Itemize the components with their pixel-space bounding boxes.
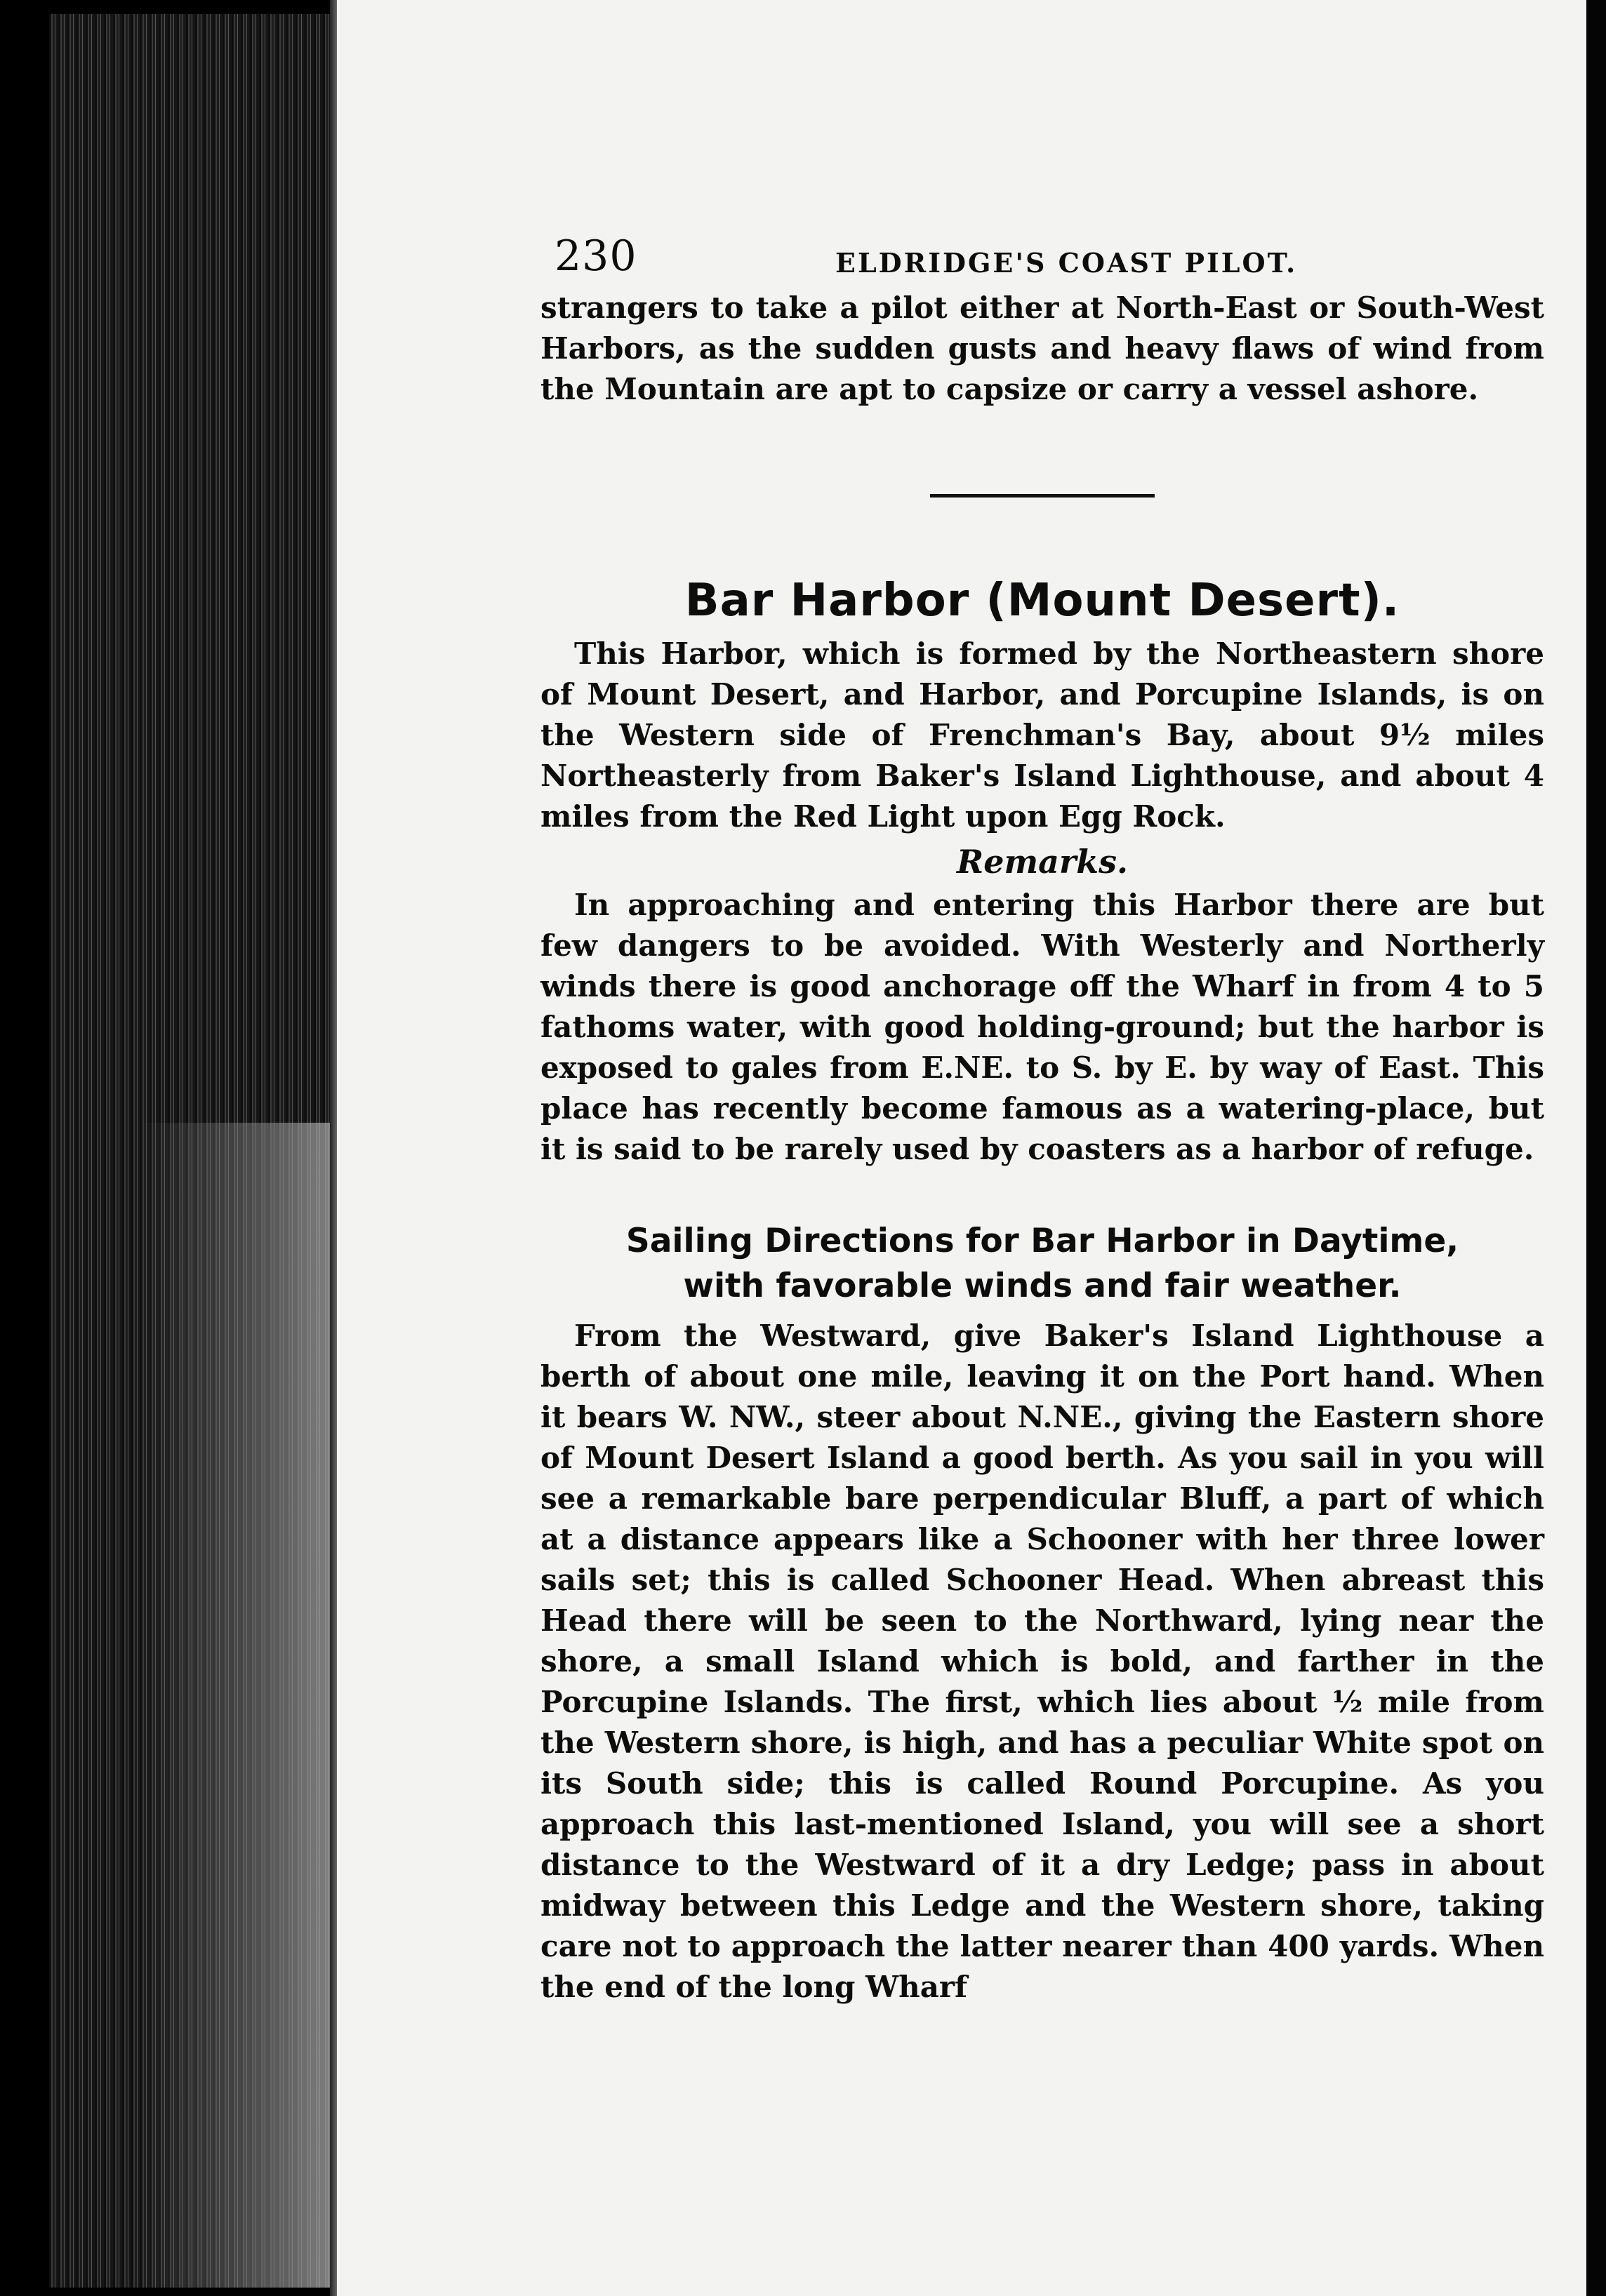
- section-title-sailing-directions: [540, 1219, 1544, 1309]
- page-content: [540, 232, 1544, 2008]
- remarks-paragraph: In approaching and entering this Harbor there are but few dangers to be avoided. With Westerly and Northerly winds there is good anchorage off the Wharf in from 4 to 5 fathoms water, with good holding-ground; but the harbor is exposed to gales from E.NE. to S. by E. by way of East. This place has recently become famous as a watering-place, but it is said to be rarely used by coasters as a harbor of refuge.: [540, 888, 1544, 1166]
- intro-paragraph: strangers to take a pilot either at North-East or South-West Harbors, as the sudden gusts and heavy flaws of wind from the Mountain are apt to capsize or carry a vessel ashore.: [540, 291, 1544, 406]
- page-number: 230: [555, 232, 637, 281]
- section-title-bar-harbor: Bar Harbor (Mount Desert).: [684, 575, 1400, 627]
- scan-border: [1586, 0, 1606, 2296]
- bar-harbor-description: This Harbor, which is formed by the Northeastern shore of Mount Desert, and Harbor, and Porcupine Islands, is on the Western side of Frenchman's Bay, about 9½ miles Northeasterly from Baker's Island Lighthouse, and about 4 miles from the Red Light upon Egg Rock.: [540, 636, 1544, 834]
- page-header: [540, 232, 1544, 288]
- sailing-title-line-1: Sailing Directions for Bar Harbor in Daytime,: [625, 1222, 1459, 1260]
- sailing-directions-paragraph: From the Westward, give Baker's Island Lighthouse a berth of about one mile, leaving it on the Port hand. When it bears W. NW., steer about N.NE., giving the Eastern shore of Mount Desert Island a good berth. As you sail in you will see a remarkable bare perpendicular Bluff, a part of which at a distance appears like a Schooner with her three lower sails set; this is called Schooner Head. When abreast this Head there will be seen to the Northward, lying near the shore, a small Island which is bold, and farther in the Porcupine Islands. The first, which lies about ½ mile from the Western shore, is high, and has a peculiar White spot on its South side; this is called Round Porcupine. As you approach this last-mentioned Island, you will see a short distance to the Westward of it a dry Ledge; pass in about midway between this Ledge and the Western shore, taking care not to approach the latter nearer than 400 yards. When the end of the long Wharf: [540, 1319, 1544, 2004]
- remarks-heading: Remarks.: [957, 843, 1128, 881]
- running-head: ELDRIDGE'S COAST PILOT.: [835, 247, 1298, 279]
- sailing-title-line-2: with favorable winds and fair weather.: [683, 1267, 1402, 1305]
- section-divider: [930, 494, 1155, 498]
- page-edges-shading: [140, 1123, 358, 2288]
